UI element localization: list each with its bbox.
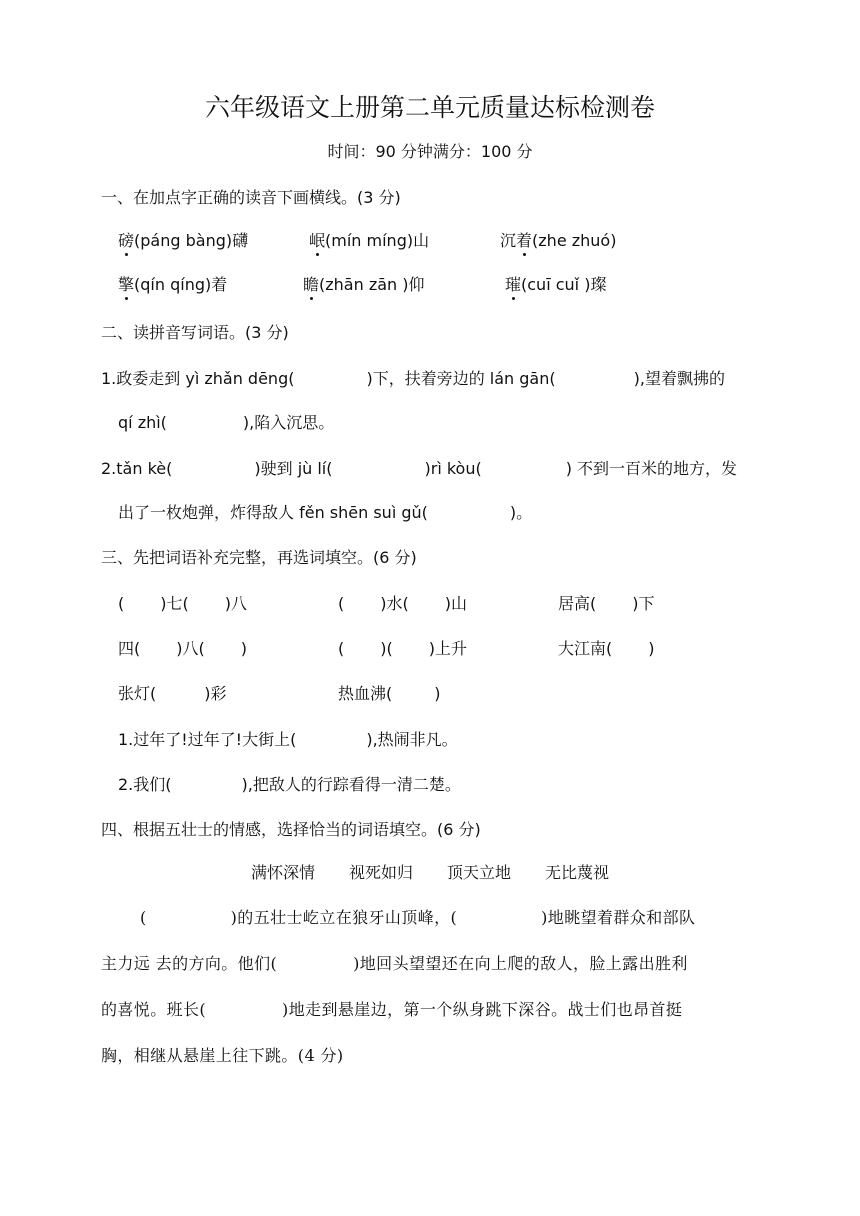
text-segment: ) 不到一百米的地方，发 — [565, 459, 738, 478]
text-segment: )七( — [160, 594, 189, 613]
text-segment: )上升 — [428, 639, 467, 658]
text-segment: )彩 — [204, 684, 227, 703]
pinyin-options: (zhe zhuó) — [532, 231, 617, 250]
dotted-char: 瞻 — [303, 272, 319, 295]
page-title: 六年级语文上册第二单元质量达标检测卷 — [204, 93, 655, 122]
pinyin-item — [500, 228, 616, 251]
pinyin-options: (qín qíng)着 — [134, 275, 228, 294]
question-2-2-line-2 — [118, 500, 532, 523]
text-segment: 张灯( — [118, 684, 157, 703]
pinyin-options: (mín míng)山 — [325, 231, 430, 250]
text-segment: 1.政委走到 yì zhǎn dēng( — [101, 369, 295, 388]
dotted-char: 岷 — [309, 228, 325, 251]
section-1-heading: 一、在加点字正确的读音下画横线。(3 分) — [101, 188, 401, 207]
pinyin-options: (zhān zān )仰 — [319, 275, 425, 294]
idiom-fill — [558, 591, 655, 614]
text-segment: )( — [380, 639, 393, 658]
idiom-fill — [558, 636, 655, 659]
idiom-fill — [118, 591, 247, 614]
pinyin-item — [309, 228, 429, 251]
section-3-heading: 三、先把词语补充完整，再选词填空。(6 分) — [101, 548, 417, 567]
plain-char: 沉 — [500, 231, 517, 250]
word-option: 顶天立地 — [447, 863, 512, 882]
word-option: 视死如归 — [348, 863, 413, 882]
idiom-fill — [118, 636, 247, 659]
text-segment: 居高( — [558, 594, 597, 613]
dotted-char: 磅 — [118, 228, 134, 251]
text-segment: 大江南( — [558, 639, 613, 658]
pinyin-item — [303, 272, 425, 295]
text-segment: )地眺望着群众和部队 — [541, 908, 696, 927]
pinyin-item — [118, 272, 227, 295]
text-segment: ( — [338, 639, 345, 658]
text-segment: )地走到悬崖边，第一个纵身跳下深谷。战士们也昂首挺 — [282, 1000, 683, 1019]
idiom-fill — [118, 681, 227, 704]
question-2-2-line-1 — [101, 456, 737, 479]
idiom-fill — [338, 636, 467, 659]
text-segment: )山 — [444, 594, 467, 613]
pinyin-item — [118, 228, 248, 251]
pinyin-item — [505, 272, 606, 295]
text-segment: 四( — [118, 639, 141, 658]
text-segment: 热血沸( — [338, 684, 393, 703]
question-2-1-line-2 — [118, 410, 334, 433]
text-segment: )。 — [509, 503, 533, 522]
idiom-fill — [338, 681, 441, 704]
text-segment: )下 — [632, 594, 655, 613]
section-4-heading: 四、根据五壮士的情感，选择恰当的词语填空。(6 分) — [101, 820, 481, 839]
exam-meta: 时间：90 分钟满分：100 分 — [327, 142, 533, 161]
word-option: 无比蔑视 — [545, 863, 610, 882]
text-segment: 2.我们( — [118, 775, 172, 794]
pinyin-options: (páng bàng)礴 — [134, 231, 249, 250]
passage-line-3 — [101, 997, 682, 1020]
text-segment: ( — [338, 594, 345, 613]
text-segment: )下，扶着旁边的 lán gān( — [366, 369, 556, 388]
text-segment: 主力远 去的方向。他们( — [101, 954, 278, 973]
pinyin-options: (cuī cuǐ )璨 — [521, 275, 607, 294]
text-segment: ),热闹非凡。 — [366, 730, 458, 749]
text-segment: ),陷入沉思。 — [242, 413, 335, 432]
passage-line-4: 胸，相继从悬崖上往下跳。(4 分) — [101, 1046, 344, 1065]
text-segment: ),望着飘拂的 — [633, 369, 725, 388]
text-segment: )地回头望望还在向上爬的敌人，脸上露出胜利 — [353, 954, 688, 973]
dotted-char: 璀 — [505, 272, 521, 295]
text-segment: 2.tǎn kè( — [101, 459, 173, 478]
passage-line-2 — [101, 951, 688, 974]
fill-sentence-1 — [118, 727, 458, 750]
passage-line-1 — [140, 905, 695, 928]
text-segment: 的喜悦。班长( — [101, 1000, 207, 1019]
text-segment: 出了一枚炮弹，炸得敌人 fěn shēn suì gǔ( — [118, 503, 428, 522]
fill-sentence-2 — [118, 772, 461, 795]
text-segment: )八 — [224, 594, 247, 613]
text-segment: )八( — [176, 639, 205, 658]
text-segment: ) — [434, 684, 441, 703]
text-segment: )水( — [380, 594, 409, 613]
text-segment: )rì kòu( — [424, 459, 482, 478]
idiom-fill — [338, 591, 467, 614]
section-2-heading: 二、读拼音写词语。(3 分) — [101, 323, 289, 342]
text-segment: ( — [140, 908, 147, 927]
text-segment: ) — [240, 639, 247, 658]
text-segment: )的五壮士屹立在狼牙山顶峰，( — [230, 908, 458, 927]
word-bank — [0, 860, 860, 883]
word-option: 满怀深情 — [250, 863, 315, 882]
text-segment: qí zhì( — [118, 413, 167, 432]
text-segment: 1.过年了!过年了!大街上( — [118, 730, 297, 749]
dotted-char: 擎 — [118, 272, 134, 295]
dotted-char: 着 — [516, 228, 532, 251]
text-segment: ),把敌人的行踪看得一清二楚。 — [241, 775, 461, 794]
text-segment: ( — [118, 594, 125, 613]
question-2-1-line-1 — [101, 366, 725, 389]
text-segment: ) — [648, 639, 655, 658]
text-segment: )驶到 jù lí( — [254, 459, 333, 478]
